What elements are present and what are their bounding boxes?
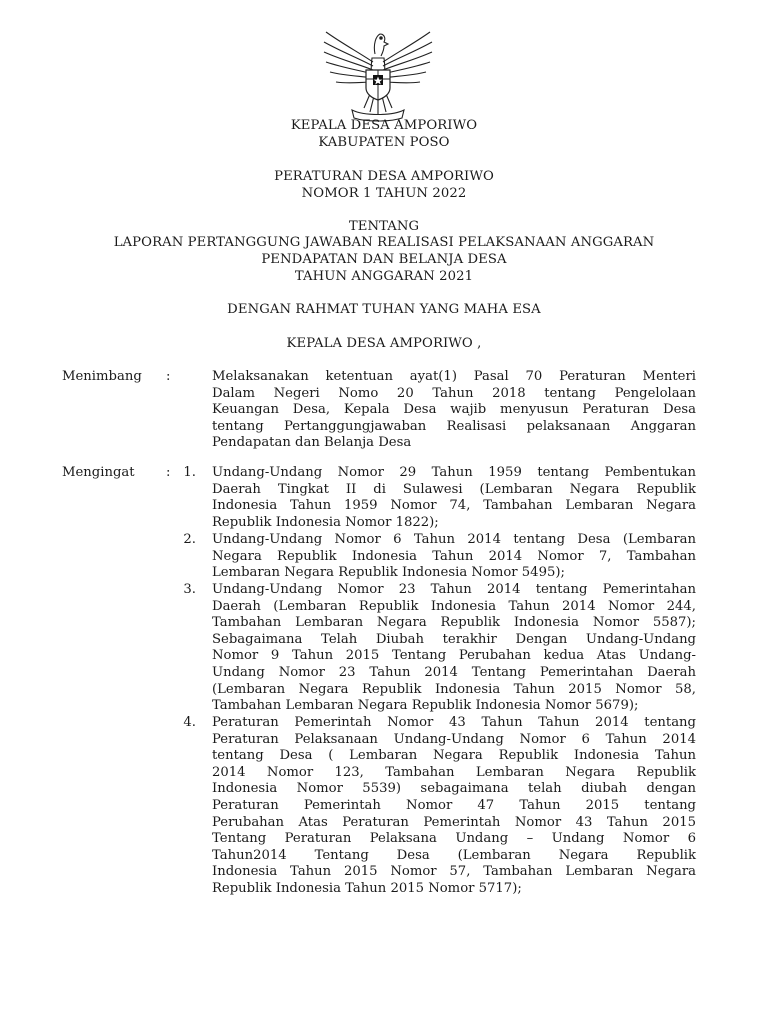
subject-line-2: PENDAPATAN DAN BELANJA DESA [261, 252, 507, 267]
item-number: 1. [183, 465, 196, 480]
item-number: 2. [183, 532, 196, 547]
item-line: Tentang Peraturan Pelaksana Undang – Undang Nomor 6 [212, 831, 696, 847]
item-number: 3. [183, 582, 196, 597]
item-number: 4. [183, 715, 196, 730]
menimbang-line: Pendapatan dan Belanja Desa [212, 435, 412, 451]
mengingat-item-3 [212, 582, 696, 715]
item-line: Indonesia Nomor 5539) sebagaimana telah diubah dengan [212, 781, 696, 797]
item-line: Nomor 9 Tahun 2015 Tentang Perubahan kedua Atas Undang- [212, 648, 696, 664]
item-line: Peraturan Pemerintah Nomor 47 Tahun 2015 tentang [212, 797, 696, 813]
item-line: Peraturan Pemerintah Nomor 43 Tahun Tahun 2014 tentang [212, 715, 696, 730]
item-line: Tambahan Lembaran Negara Republik Indonesia Nomor 5587); [212, 615, 696, 631]
subject-line-1: LAPORAN PERTANGGUNG JAWABAN REALISASI PELAKSANAAN ANGGARAN [113, 235, 655, 250]
item-line: Perubahan Atas Peraturan Pemerintah Nomor 43 Tahun 2015 [212, 814, 696, 830]
garuda-emblem-icon [318, 22, 438, 122]
menimbang-colon: : [166, 369, 171, 384]
authority-line: KEPALA DESA AMPORIWO , [286, 336, 482, 351]
issuer-title: KEPALA DESA AMPORIWO [290, 118, 478, 133]
item-line: Peraturan Pelaksanaan Undang-Undang Nomor 6 Tahun 2014 [212, 731, 696, 747]
regulation-number: NOMOR 1 TAHUN 2022 [301, 186, 467, 201]
mengingat-item-4 [212, 715, 696, 898]
mengingat-colon: : [166, 465, 171, 480]
item-line: Undang-Undang Nomor 23 Tahun 2014 tentang Pemerintahan [212, 582, 696, 597]
mengingat-item-1 [212, 465, 696, 531]
regulation-title: PERATURAN DESA AMPORIWO [274, 169, 494, 184]
item-line: Undang Nomor 23 Tahun 2014 Tentang Pemerintahan Daerah [212, 664, 696, 680]
item-line: Republik Indonesia Nomor 1822); [212, 514, 439, 530]
menimbang-line: Keuangan Desa, Kepala Desa wajib menyusun Peraturan Desa [212, 402, 696, 418]
item-line: Lembaran Negara Republik Indonesia Nomor 5495); [212, 565, 565, 581]
item-line: Daerah (Lembaran Republik Indonesia Tahun 2014 Nomor 244, [212, 598, 696, 614]
item-line: (Lembaran Negara Republik Indonesia Tahun 2015 Nomor 58, [212, 681, 696, 697]
item-line: Tambahan Lembaran Negara Republik Indonesia Nomor 5679); [212, 698, 639, 714]
blessing-phrase: DENGAN RAHMAT TUHAN YANG MAHA ESA [227, 302, 541, 317]
item-line: Undang-Undang Nomor 29 Tahun 1959 tentang Pembentukan [212, 465, 696, 480]
item-line: Republik Indonesia Tahun 2015 Nomor 5717); [212, 880, 522, 896]
mengingat-label: Mengingat [62, 465, 135, 480]
menimbang-line: tentang Pertanggungjawaban Realisasi pelaksanaan Anggaran [212, 418, 696, 434]
menimbang-line: Dalam Negeri Nomo 20 Tahun 2018 tentang Pengelolaan [212, 385, 696, 401]
about-heading: TENTANG [348, 219, 420, 234]
item-line: 2014 Nomor 123, Tambahan Lembaran Negara Republik [212, 764, 696, 780]
item-line: tentang Desa ( Lembaran Negara Republik Indonesia Tahun [212, 748, 696, 764]
menimbang-label: Menimbang [62, 369, 142, 384]
mengingat-item-2 [212, 532, 696, 582]
item-line: Negara Republik Indonesia Tahun 2014 Nomor 7, Tambahan [212, 548, 696, 564]
item-line: Indonesia Tahun 2015 Nomor 57, Tambahan Lembaran Negara [212, 864, 696, 880]
subject-line-3: TAHUN ANGGARAN 2021 [294, 269, 474, 284]
item-line: Daerah Tingkat II di Sulawesi (Lembaran Negara Republik [212, 481, 696, 497]
item-line: Undang-Undang Nomor 6 Tahun 2014 tentang Desa (Lembaran [212, 532, 696, 547]
menimbang-line: Melaksanakan ketentuan ayat(1) Pasal 70 Peraturan Menteri [212, 369, 696, 384]
issuer-regency: KABUPATEN POSO [318, 135, 450, 150]
item-line: Indonesia Tahun 1959 Nomor 74, Tambahan Lembaran Negara [212, 498, 696, 514]
item-line: Sebagaimana Telah Diubah terakhir Dengan Undang-Undang [212, 631, 696, 647]
item-line: Tahun2014 Tentang Desa (Lembaran Negara Republik [212, 847, 696, 863]
menimbang-text [212, 369, 696, 452]
